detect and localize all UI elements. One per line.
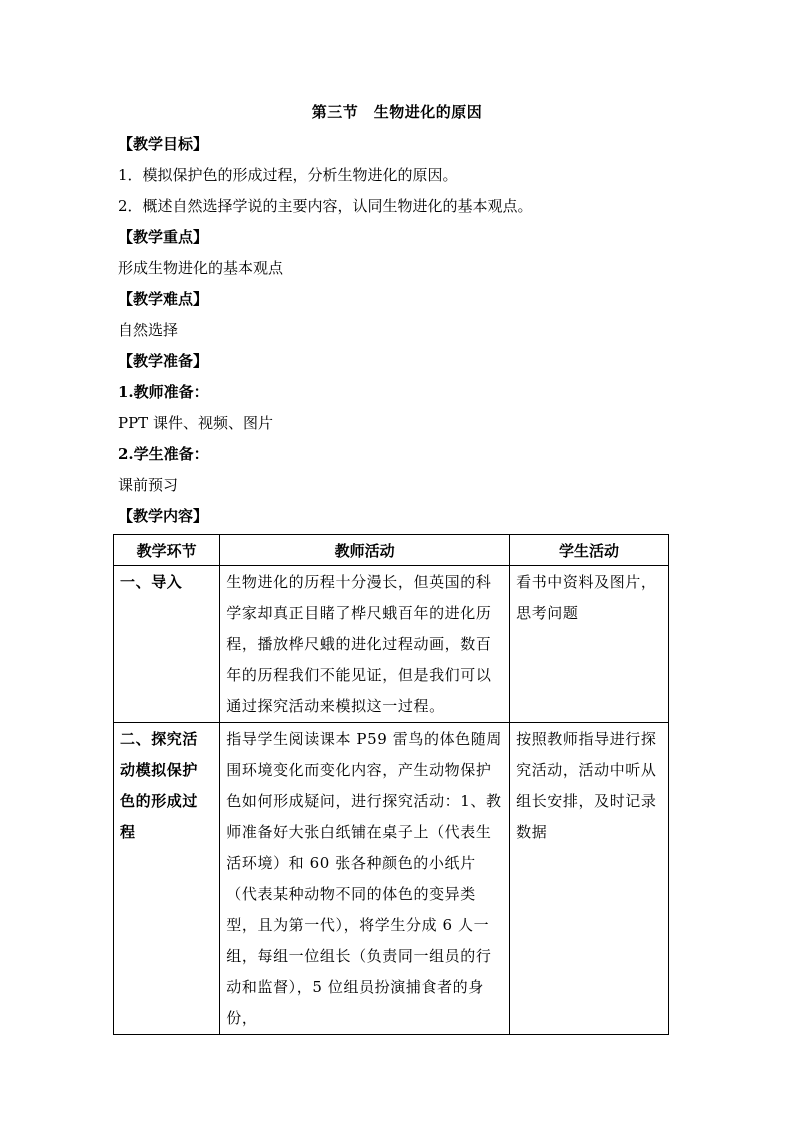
stage-cell bbox=[114, 566, 220, 723]
teacher-activity-text: 指导学生阅读课本 P59 雷鸟的体色随周围环境变化而变化内容，产生动物保护色如何形成疑问，进行探究活动：1、教师准备好大张白纸铺在桌子上（代表生活环境）和 60 张各种颜色的小纸片（代表某种动物不同的体色的变异类型，且为第一代），将学生分成 6 人一组，每组一位组长（负责同一组员的行动和监督），5 位组员扮演捕食者的身份， bbox=[226, 730, 502, 1027]
header-student-activity: 学生活动 bbox=[510, 535, 669, 566]
objective-item: 1．模拟保护色的形成过程，分析生物进化的原因。 bbox=[118, 166, 458, 184]
header-stage: 教学环节 bbox=[114, 535, 220, 566]
difficulty-text: 自然选择 bbox=[118, 321, 179, 339]
stage-cell bbox=[114, 723, 220, 1035]
stage-text: 二、探究活动模拟保护色的形成过程 bbox=[120, 730, 199, 841]
student-prep-text: 课前预习 bbox=[118, 476, 179, 494]
preparation-heading: 【教学准备】 bbox=[118, 352, 209, 370]
content-heading: 【教学内容】 bbox=[118, 507, 209, 525]
key-points-text: 形成生物进化的基本观点 bbox=[118, 259, 284, 277]
student-activity-text: 按照教师指导进行探究活动，活动中听从组长安排，及时记录数据 bbox=[516, 730, 657, 841]
teacher-activity-text: 生物进化的历程十分漫长，但英国的科学家却真正目睹了桦尺蛾百年的进化历程，播放桦尺蛾的进化过程动画，数百年的历程我们不能见证，但是我们可以通过探究活动来模拟这一过程。 bbox=[226, 573, 492, 715]
objectives-heading: 【教学目标】 bbox=[118, 135, 209, 153]
student-prep-label: 2.学生准备： bbox=[118, 445, 209, 463]
objective-item: 2．概述自然选择学说的主要内容，认同生物进化的基本观点。 bbox=[118, 197, 533, 215]
student-activity-text: 看书中资料及图片，思考问题 bbox=[516, 573, 657, 622]
teacher-activity-cell bbox=[220, 566, 510, 723]
difficulty-heading: 【教学难点】 bbox=[118, 290, 209, 308]
key-points-heading: 【教学重点】 bbox=[118, 228, 209, 246]
page-title: 第三节 生物进化的原因 bbox=[311, 103, 483, 121]
stage-text: 一、导入 bbox=[120, 573, 183, 591]
lesson-content-table bbox=[113, 534, 669, 1035]
student-activity-cell bbox=[510, 723, 669, 1035]
table-row bbox=[114, 723, 669, 1035]
student-activity-cell bbox=[510, 566, 669, 723]
teacher-prep-text: PPT 课件、视频、图片 bbox=[118, 414, 273, 432]
table-row bbox=[114, 566, 669, 723]
table-header-row bbox=[114, 535, 669, 566]
teacher-activity-cell bbox=[220, 723, 510, 1035]
teacher-prep-label: 1.教师准备： bbox=[118, 383, 209, 401]
header-teacher-activity: 教师活动 bbox=[220, 535, 510, 566]
